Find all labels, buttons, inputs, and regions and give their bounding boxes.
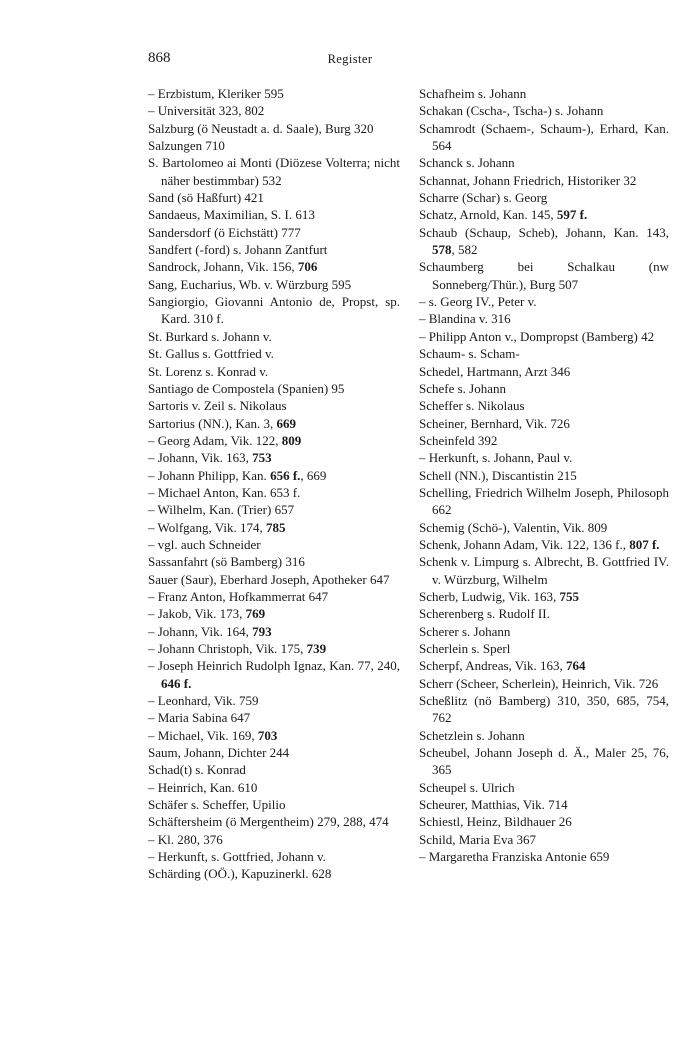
index-entry bbox=[419, 363, 669, 380]
entry-main-ref: 597 f. bbox=[556, 207, 588, 223]
index-entry bbox=[419, 85, 669, 102]
entry-text: – Georg Adam, Vik. 122, bbox=[148, 432, 282, 448]
entry-text: – Herkunft, s. Gottfried, Johann v. bbox=[148, 849, 326, 865]
index-entry bbox=[419, 380, 669, 397]
entry-text: Scheßlitz (nö Bamberg) 310, 350, 685, 754, 762 bbox=[419, 693, 669, 726]
entry-text: – Jakob, Vik. 173, bbox=[148, 606, 246, 622]
entry-text: Scherenberg s. Rudolf II. bbox=[419, 606, 550, 622]
index-entry bbox=[148, 779, 400, 796]
entry-text: Sangiorgio, Giovanni Antonio de, Propst, sp. Kard. 310 f. bbox=[148, 294, 400, 327]
index-entry bbox=[419, 258, 669, 293]
entry-text: – Universität 323, 802 bbox=[148, 103, 265, 119]
entry-text: – Wolfgang, Vik. 174, bbox=[148, 519, 266, 535]
index-entry bbox=[419, 120, 669, 155]
entry-text: – Wilhelm, Kan. (Trier) 657 bbox=[148, 502, 295, 518]
entry-main-ref: 669 bbox=[276, 415, 297, 431]
entry-text: Salzungen 710 bbox=[148, 138, 225, 154]
index-entry bbox=[419, 328, 669, 345]
index-entry bbox=[419, 831, 669, 848]
entry-main-ref: 793 bbox=[252, 623, 272, 639]
index-entry bbox=[419, 813, 669, 830]
index-entry bbox=[148, 415, 400, 432]
index-entry bbox=[148, 848, 400, 865]
entry-main-ref: 755 bbox=[559, 588, 580, 604]
index-entry bbox=[148, 467, 400, 484]
entry-text: – Blandina v. 316 bbox=[419, 311, 511, 327]
entry-text: – vgl. auch Schneider bbox=[148, 536, 261, 552]
entry-text: – Michael, Vik. 169, bbox=[148, 727, 258, 743]
index-entry bbox=[419, 692, 669, 727]
entry-text: S. Bartolomeo ai Monti (Diözese Volterra; nicht näher bestimmbar) 532 bbox=[148, 155, 400, 188]
entry-main-ref: 578 bbox=[432, 242, 452, 258]
index-entry bbox=[419, 640, 669, 657]
entry-text: – Philipp Anton v., Dompropst (Bamberg) 42 bbox=[419, 328, 655, 344]
index-entry bbox=[419, 432, 669, 449]
index-entry bbox=[148, 501, 400, 518]
entry-text: Schamrodt (Schaem-, Schaum-), Erhard, Kan. 564 bbox=[419, 120, 669, 154]
index-entry bbox=[419, 519, 669, 536]
entry-text: Scheurer, Matthias, Vik. 714 bbox=[419, 797, 568, 813]
index-entry bbox=[148, 744, 400, 761]
entry-text: St. Gallus s. Gottfried v. bbox=[148, 346, 274, 362]
entry-text: Schenk, Johann Adam, Vik. 122, 136 f., bbox=[419, 536, 630, 552]
index-entry bbox=[419, 310, 669, 327]
entry-text: Sartoris v. Zeil s. Nikolaus bbox=[148, 398, 287, 414]
index-entry bbox=[148, 761, 400, 778]
entry-text: Sandrock, Johann, Vik. 156, bbox=[148, 259, 298, 275]
entry-text: Sandfert (-ford) s. Johann Zantfurt bbox=[148, 242, 328, 258]
entry-main-ref: 764 bbox=[566, 658, 586, 674]
index-entry bbox=[148, 397, 400, 414]
entry-text: Schanck s. Johann bbox=[419, 155, 515, 171]
index-entry bbox=[148, 571, 400, 588]
index-entry bbox=[148, 224, 400, 241]
entry-main-ref: 785 bbox=[265, 519, 286, 535]
index-entry bbox=[148, 258, 400, 275]
index-entry bbox=[419, 588, 669, 605]
entry-text: Scheubel, Johann Joseph d. Ä., Maler 25, 76, 365 bbox=[419, 745, 669, 778]
index-entry bbox=[419, 796, 669, 813]
index-entry bbox=[419, 744, 669, 779]
entry-text: – Johann, Vik. 164, bbox=[148, 623, 253, 639]
entry-main-ref: 753 bbox=[252, 450, 272, 466]
index-entry bbox=[148, 432, 400, 449]
entry-text: Scheffer s. Nikolaus bbox=[419, 398, 525, 414]
index-entry bbox=[148, 120, 400, 137]
index-entry bbox=[148, 380, 400, 397]
entry-text: – Erzbistum, Kleriker 595 bbox=[148, 86, 284, 101]
index-entry bbox=[148, 206, 400, 223]
index-entry bbox=[419, 605, 669, 622]
entry-text: Sartorius (NN.), Kan. 3, bbox=[148, 415, 277, 431]
entry-text: Santiago de Compostela (Spanien) 95 bbox=[148, 380, 345, 396]
entry-text: Salzburg (ö Neustadt a. d. Saale), Burg 320 bbox=[148, 120, 374, 136]
entry-text: Schäftersheim (ö Mergentheim) 279, 288, 474 bbox=[148, 814, 389, 830]
entry-text: Scherb, Ludwig, Vik. 163, bbox=[419, 588, 560, 604]
index-entry bbox=[419, 154, 669, 171]
index-column-right bbox=[419, 85, 669, 865]
entry-text: Schild, Maria Eva 367 bbox=[419, 831, 536, 847]
index-entry bbox=[419, 397, 669, 414]
index-entry bbox=[148, 137, 400, 154]
entry-text: Schefe s. Johann bbox=[419, 380, 507, 396]
index-entry bbox=[148, 189, 400, 206]
index-entry bbox=[419, 536, 669, 553]
index-entry bbox=[419, 553, 669, 588]
index-entry bbox=[419, 675, 669, 692]
entry-text: , 582 bbox=[451, 242, 478, 258]
index-entry bbox=[148, 865, 400, 882]
entry-text: – Johann Philipp, Kan. bbox=[148, 467, 271, 483]
index-entry bbox=[148, 831, 400, 848]
entry-text: – Margaretha Franziska Antonie 659 bbox=[419, 849, 610, 865]
index-entry bbox=[148, 640, 400, 657]
index-entry bbox=[148, 449, 400, 466]
entry-text: Schiestl, Heinz, Bildhauer 26 bbox=[419, 814, 572, 830]
entry-text: Scheiner, Bernhard, Vik. 726 bbox=[419, 415, 570, 431]
entry-text: Sand (sö Haßfurt) 421 bbox=[148, 190, 264, 206]
entry-main-ref: 809 bbox=[281, 432, 302, 448]
index-entry bbox=[419, 172, 669, 189]
entry-main-ref: 769 bbox=[245, 606, 266, 622]
index-entry bbox=[419, 345, 669, 362]
index-entry bbox=[148, 293, 400, 328]
entry-text: – Johann Christoph, Vik. 175, bbox=[148, 641, 307, 656]
page-header bbox=[0, 50, 700, 70]
index-entry bbox=[419, 102, 669, 119]
index-entry bbox=[148, 85, 400, 102]
entry-text: Schell (NN.), Discantistin 215 bbox=[419, 467, 577, 483]
entry-text: Scheupel s. Ulrich bbox=[419, 779, 515, 795]
entry-text: Scherr (Scheer, Scherlein), Heinrich, Vik. 726 bbox=[419, 675, 659, 691]
running-title: Register bbox=[327, 52, 373, 66]
entry-text: – Franz Anton, Hofkammerrat 647 bbox=[148, 588, 329, 604]
entry-text: Schafheim s. Johann bbox=[419, 86, 527, 101]
entry-text: Sassanfahrt (sö Bamberg) 316 bbox=[148, 554, 305, 570]
entry-text: Schemig (Schö-), Valentin, Vik. 809 bbox=[419, 519, 608, 535]
entry-text: – Kl. 280, 376 bbox=[148, 831, 223, 847]
index-entry bbox=[419, 657, 669, 674]
entry-text: Sauer (Saur), Eberhard Joseph, Apotheker 647 bbox=[148, 571, 390, 587]
page-number: 868 bbox=[148, 50, 171, 66]
entry-text: Schäfer s. Scheffer, Upilio bbox=[148, 797, 286, 813]
entry-main-ref: 656 f. bbox=[270, 467, 301, 483]
index-entry bbox=[148, 813, 400, 830]
index-entry bbox=[148, 605, 400, 622]
entry-main-ref: 703 bbox=[257, 727, 278, 743]
entry-text: Sang, Eucharius, Wb. v. Würzburg 595 bbox=[148, 276, 352, 292]
index-entry bbox=[419, 727, 669, 744]
entry-text: Saum, Johann, Dichter 244 bbox=[148, 745, 290, 761]
index-entry bbox=[148, 328, 400, 345]
index-entry bbox=[419, 848, 669, 865]
entry-text: – Herkunft, s. Johann, Paul v. bbox=[419, 450, 573, 466]
index-entry bbox=[148, 102, 400, 119]
entry-text: Schärding (OÖ.), Kapuzinerkl. 628 bbox=[148, 866, 332, 882]
index-entry bbox=[148, 623, 400, 640]
index-entry bbox=[148, 692, 400, 709]
entry-text: St. Burkard s. Johann v. bbox=[148, 328, 272, 344]
entry-text: Schaumberg bei Schalkau (nw Sonneberg/Thür.), Burg 507 bbox=[419, 259, 669, 292]
entry-text: Scharre (Schar) s. Georg bbox=[419, 190, 548, 206]
entry-text: Sandersdorf (ö Eichstätt) 777 bbox=[148, 224, 301, 240]
index-entry bbox=[419, 484, 669, 519]
entry-text: Schetzlein s. Johann bbox=[419, 727, 525, 743]
entry-main-ref: 706 bbox=[297, 259, 318, 275]
entry-text: – Michael Anton, Kan. 653 f. bbox=[148, 484, 301, 500]
index-entry bbox=[148, 796, 400, 813]
entry-text: Schakan (Cscha-, Tscha-) s. Johann bbox=[419, 103, 604, 119]
index-entry bbox=[148, 536, 400, 553]
entry-main-ref: 807 f. bbox=[629, 536, 660, 552]
index-entry bbox=[148, 709, 400, 726]
entry-text: Sandaeus, Maximilian, S. I. 613 bbox=[148, 207, 315, 223]
index-entry bbox=[419, 449, 669, 466]
index-entry bbox=[148, 484, 400, 501]
entry-text: St. Lorenz s. Konrad v. bbox=[148, 363, 269, 379]
entry-text: , 669 bbox=[300, 467, 327, 483]
index-entry bbox=[148, 588, 400, 605]
entry-main-ref: 646 f. bbox=[161, 675, 192, 691]
index-entry bbox=[419, 415, 669, 432]
entry-text: Schelling, Friedrich Wilhelm Joseph, Philosoph 662 bbox=[419, 484, 669, 518]
entry-text: – Johann, Vik. 163, bbox=[148, 450, 253, 466]
index-entry bbox=[148, 363, 400, 380]
entry-text: – Leonhard, Vik. 759 bbox=[148, 693, 259, 709]
entry-text: Schaum- s. Scham- bbox=[419, 346, 520, 362]
index-entry bbox=[148, 657, 400, 692]
index-entry bbox=[419, 467, 669, 484]
index-entry bbox=[419, 623, 669, 640]
index-entry bbox=[419, 779, 669, 796]
entry-text: – Maria Sabina 647 bbox=[148, 710, 251, 726]
index-entry bbox=[148, 154, 400, 189]
entry-text: Schatz, Arnold, Kan. 145, bbox=[419, 207, 557, 223]
entry-text: Schannat, Johann Friedrich, Historiker 32 bbox=[419, 172, 637, 188]
index-entry bbox=[148, 276, 400, 293]
index-column-left bbox=[148, 85, 400, 883]
entry-text: Scherlein s. Sperl bbox=[419, 641, 511, 656]
index-entry bbox=[148, 519, 400, 536]
index-entry bbox=[148, 345, 400, 362]
entry-text: Schenk v. Limpurg s. Albrecht, B. Gottfried IV. v. Würzburg, Wilhelm bbox=[419, 554, 669, 587]
index-entry bbox=[419, 293, 669, 310]
entry-text: Schad(t) s. Konrad bbox=[148, 762, 246, 778]
entry-text: Schaub (Schaup, Scheb), Johann, Kan. 143, bbox=[419, 224, 669, 240]
entry-text: Scheinfeld 392 bbox=[419, 432, 498, 448]
entry-text: – Joseph Heinrich Rudolph Ignaz, Kan. 77, 240, bbox=[148, 658, 400, 674]
index-entry bbox=[148, 241, 400, 258]
index-entry bbox=[148, 727, 400, 744]
entry-text: Scherer s. Johann bbox=[419, 623, 511, 639]
entry-main-ref: 739 bbox=[306, 641, 327, 656]
entry-text: – Heinrich, Kan. 610 bbox=[148, 779, 258, 795]
entry-text: – s. Georg IV., Peter v. bbox=[419, 294, 537, 310]
index-entry bbox=[419, 189, 669, 206]
entry-text: Scherpf, Andreas, Vik. 163, bbox=[419, 658, 567, 674]
index-entry bbox=[419, 224, 669, 259]
index-entry bbox=[148, 553, 400, 570]
entry-text: Schedel, Hartmann, Arzt 346 bbox=[419, 363, 571, 379]
index-entry bbox=[419, 206, 669, 223]
